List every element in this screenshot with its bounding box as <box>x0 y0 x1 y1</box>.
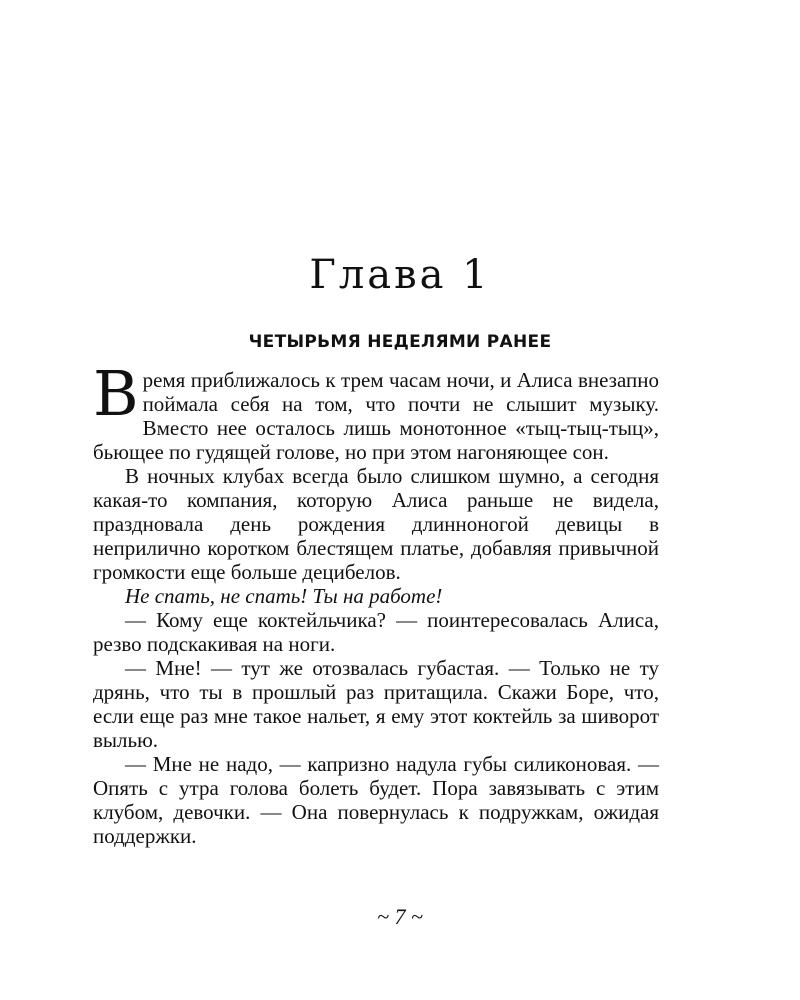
chapter-subtitle: ЧЕТЫРЬМЯ НЕДЕЛЯМИ РАНЕЕ <box>248 332 552 352</box>
paragraph-5: — Мне! — тут же отозвалась губастая. — Только не ту дрянь, что ты в прошлый раз притащила. Скажи Боре, что, если еще раз мне такое нальет, я ему этот коктейль за шиворот вылью. <box>93 656 659 752</box>
chapter-body <box>93 357 659 848</box>
paragraph-2: В ночных клубах всегда было слишком шумно, а сегодня какая-то компания, которую Алиса раньше не видела, праздновала день рождения длинноногой девицы в неприлично коротком блестящем платье, добавляя привычной громкости еще больше децибелов. <box>93 464 659 584</box>
paragraph-1-text: ремя приближалось к трем часам ночи, и Алиса внезапно поймала себя на том, что почти не слышит музыку. Вместо нее осталось лишь монотонное «тыц-тыц-тыц», бьющее по гудящей голове, но при этом нагоняющее сон. <box>93 368 659 464</box>
paragraph-6: — Мне не надо, — капризно надула губы силиконовая. — Опять с утра голова болеть будет. Пора завязывать с этим клубом, девочки. — Она повернулась к подружкам, ожидая поддержки. <box>93 752 659 848</box>
drop-cap: В <box>93 357 139 430</box>
page-number: ~ 7 ~ <box>377 904 423 929</box>
paragraph-3: Не спать, не спать! Ты на работе! <box>125 584 443 608</box>
paragraph-1 <box>93 357 659 464</box>
chapter-title: Глава 1 <box>309 252 491 298</box>
paragraph-4: — Кому еще коктейльчика? — поинтересовалась Алиса, резво подскакивая на ноги. <box>93 608 659 656</box>
